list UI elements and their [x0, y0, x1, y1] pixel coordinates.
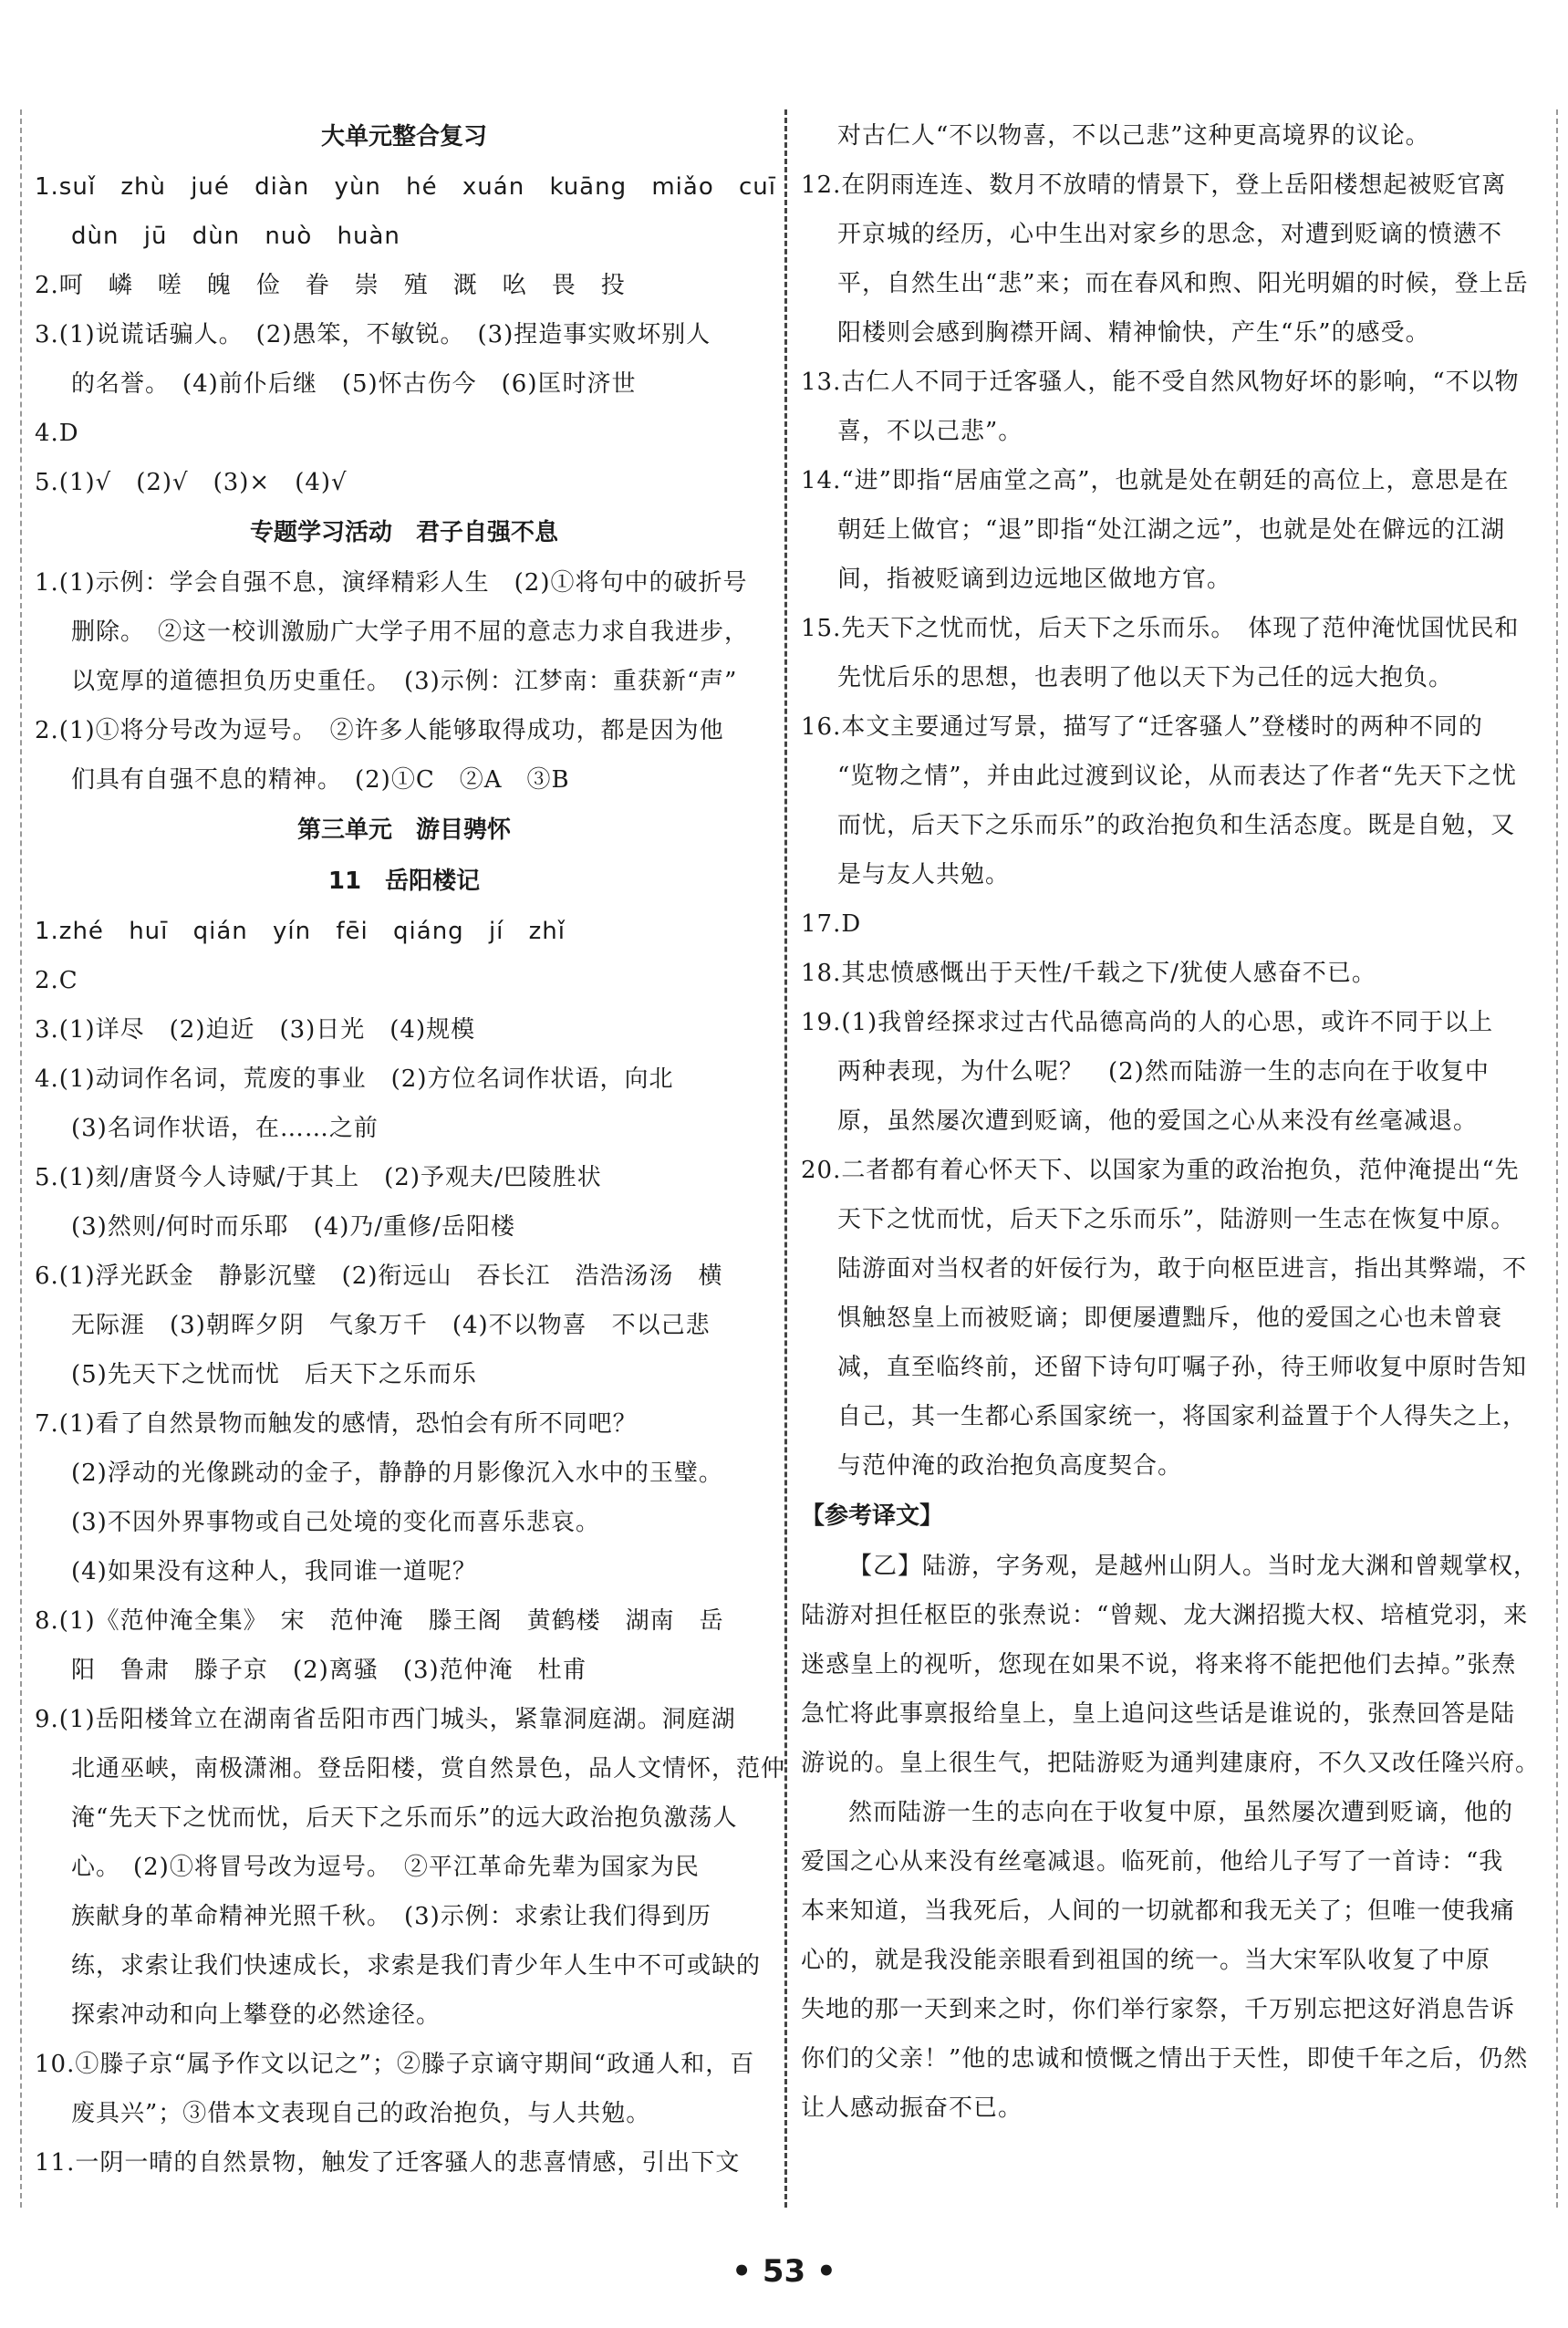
answer-line: 阳楼则会感到胸襟开阔、精神愉快，产生“乐”的感受。	[837, 319, 1430, 347]
answer-line: (3)不因外界事物或自己处境的变化而喜乐悲哀。	[71, 1509, 600, 1536]
answer-line: 失地的那一天到来之时，你们举行家祭，千万别忘把这好消息告诉	[801, 1996, 1516, 2023]
answer-line: 11.一阴一晴的自然景物，触发了迁客骚人的悲喜情感，引出下文	[35, 2149, 741, 2177]
answer-line: 自己，其一生都心系国家统一，将国家利益置于个人得失之上，	[837, 1403, 1528, 1430]
answer-line: 让人感动振奋不已。	[801, 2094, 1023, 2122]
left-edge-dashes	[20, 109, 22, 2208]
right-edge-dashes	[1556, 109, 1558, 2208]
answer-line: 减，直至临终前，还留下诗句叮嘱子孙，待王师收复中原时告知	[837, 1354, 1528, 1381]
answer-line: 朝廷上做官；“退”即指“处江湖之远”，也就是处在僻远的江湖	[837, 516, 1506, 544]
answer-line: 陆游对担任枢臣的张焘说：“曾觌、龙大渊招揽大权、培植党羽，来	[801, 1602, 1529, 1629]
answer-line: 14.“进”即指“居庙堂之高”，也就是处在朝廷的高位上，意思是在	[801, 467, 1510, 494]
answer-line: 10.①滕子京“属予作文以记之”；②滕子京谪守期间“政通人和，百	[35, 2051, 755, 2078]
answer-line: 族献身的革命精神光照千秋。 (3)示例：求索让我们得到历	[71, 1903, 711, 1930]
section-heading: 专题学习活动 君子自强不息	[249, 519, 558, 546]
answer-line: 8.(1)《范仲淹全集》 宋 范仲淹 滕王阁 黄鹤楼 湖南 岳	[35, 1607, 724, 1635]
answer-line: 2.C	[35, 967, 78, 994]
answer-line: 15.先天下之忧而忧，后天下之乐而乐。 体现了范仲淹忧国忧民和	[801, 615, 1520, 642]
answer-line: 急忙将此事禀报给皇上，皇上追问这些话是谁说的，张焘回答是陆	[801, 1700, 1516, 1728]
answer-line: 废具兴”；③借本文表现自己的政治抱负，与人共勉。	[71, 2100, 651, 2127]
reference-heading: 【参考译文】	[801, 1502, 944, 1530]
answer-line: 开京城的经历，心中生出对家乡的思念，对遭到贬谪的愤懑不	[837, 221, 1503, 248]
answer-line: 1.(1)示例：学会自强不息，演绎精彩人生 (2)①将句中的破折号	[35, 569, 748, 597]
answer-line: 3.(1)说谎话骗人。 (2)愚笨，不敏锐。 (3)捏造事实败坏别人	[35, 321, 711, 348]
answer-line: 心的，就是我没能亲眼看到祖国的统一。当大宋军队收复了中原	[801, 1947, 1491, 1974]
answer-line: dùn jū dùn nuò huàn	[71, 223, 400, 250]
answer-line: 原，虽然屡次遭到贬谪，他的爱国之心从来没有丝毫减退。	[837, 1107, 1479, 1135]
answer-line: 本来知道，当我死后，人间的一切就都和我无关了；但唯一使我痛	[801, 1897, 1516, 1925]
answer-line: 们具有自强不息的精神。 (2)①C ②A ③B	[71, 766, 570, 794]
answer-line: 游说的。皇上很生气，把陆游贬为通判建康府，不久又改任隆兴府。	[801, 1750, 1541, 1777]
answer-line: 对古仁人“不以物喜，不以己悲”这种更高境界的议论。	[837, 122, 1430, 150]
answer-line: 无际涯 (3)朝晖夕阴 气象万千 (4)不以物喜 不以己悲	[71, 1312, 711, 1339]
answer-line: 删除。 ②这一校训激励广大学子用不屈的意志力求自我进步，	[71, 618, 750, 646]
answer-line: 阳 鲁肃 滕子京 (2)离骚 (3)范仲淹 杜甫	[71, 1657, 587, 1684]
answer-line: 5.(1)刻/唐贤今人诗赋/于其上 (2)予观夫/巴陵胜状	[35, 1164, 602, 1191]
answer-line: 12.在阴雨连连、数月不放晴的情景下，登上岳阳楼想起被贬官离	[801, 171, 1507, 199]
answer-line: 1.zhé huī qián yín fēi qiáng jí zhǐ	[35, 918, 566, 945]
answer-line: (3)然则/何时而乐耶 (4)乃/重修/岳阳楼	[71, 1213, 515, 1241]
answer-line: 5.(1)√ (2)√ (3)× (4)√	[35, 469, 348, 496]
answer-line: (2)浮动的光像跳动的金子，静静的月影像沉入水中的玉璧。	[71, 1460, 723, 1487]
section-heading: 大单元整合复习	[320, 123, 487, 151]
answer-line: 19.(1)我曾经探求过古代品德高尚的人的心思，或许不同于以上	[801, 1009, 1494, 1036]
answer-line: 惧触怒皇上而被贬谪；即便屡遭黜斥，他的爱国之心也未曾衰	[837, 1304, 1503, 1332]
answer-line: 平，自然生出“悲”来；而在春风和煦、阳光明媚的时候，登上岳	[837, 270, 1529, 297]
answer-line: 2.(1)①将分号改为逗号。 ②许多人能够取得成功，都是因为他	[35, 717, 724, 744]
answer-line: 练，求索让我们快速成长，求索是我们青少年人生中不可或缺的	[71, 1952, 762, 1980]
answer-line: (4)如果没有这种人，我同谁一道呢？	[71, 1558, 477, 1585]
answer-line: 淹“先天下之忧而忧，后天下之乐而乐”的远大政治抱负激荡人	[71, 1804, 738, 1832]
answer-line: 探索冲动和向上攀登的必然途径。	[71, 2001, 441, 2029]
answer-line: 17.D	[801, 910, 862, 938]
answer-line: 而忧，后天下之乐而乐”的政治抱负和生活态度。既是自勉，又	[837, 812, 1516, 839]
answer-line: 1.suǐ zhù jué diàn yùn hé xuán kuāng miǎo cuī	[35, 173, 777, 201]
column-divider	[784, 109, 787, 2208]
answer-line: 爱国之心从来没有丝毫减退。临死前，他给儿子写了一首诗：“我	[801, 1848, 1504, 1876]
answer-line: 先忧后乐的思想，也表明了他以天下为己任的远大抱负。	[837, 664, 1454, 691]
answer-line: 迷惑皇上的视听，您现在如果不说，将来将不能把他们去掉。”张焘	[801, 1651, 1517, 1678]
answer-line: 间，指被贬谪到边远地区做地方官。	[837, 566, 1232, 593]
answer-line: 13.古仁人不同于迁客骚人，能不受自然风物好坏的影响，“不以物	[801, 369, 1520, 396]
right-column	[801, 111, 1540, 2133]
answer-line: 是与友人共勉。	[837, 861, 1011, 889]
left-column	[35, 111, 786, 2188]
answer-line: 16.本文主要通过写景，描写了“迁客骚人”登楼时的两种不同的	[801, 713, 1483, 741]
answer-line: 3.(1)详尽 (2)迫近 (3)日光 (4)规模	[35, 1016, 476, 1044]
answer-line: 20.二者都有着心怀天下、以国家为重的政治抱负，范仲淹提出“先	[801, 1157, 1520, 1184]
answer-line: 6.(1)浮光跃金 静影沉璧 (2)衔远山 吞长江 浩浩汤汤 横	[35, 1263, 723, 1290]
answer-line: 心。 (2)①将冒号改为逗号。 ②平江革命先辈为国家为民	[71, 1854, 700, 1881]
answer-line: 7.(1)看了自然景物而触发的感情，恐怕会有所不同吧？	[35, 1410, 638, 1438]
answer-line: 9.(1)岳阳楼耸立在湖南省岳阳市西门城头，紧靠洞庭湖。洞庭湖	[35, 1706, 736, 1733]
answer-line: 2.呵 嶙 嗟 魄 俭 眷 崇 殖 溉 吆 畏 投	[35, 272, 626, 299]
answer-line: 天下之忧而忧，后天下之乐而乐”，陆游则一生志在恢复中原。	[837, 1206, 1516, 1233]
answer-line: 的名誉。 (4)前仆后继 (5)怀古伤今 (6)匡时济世	[71, 370, 637, 398]
answer-line: 4.D	[35, 420, 79, 447]
answer-line: 你们的父亲！”他的忠诚和愤慨之情出于天性，即使千年之后，仍然	[801, 2045, 1529, 2073]
answer-line: 然而陆游一生的志向在于收复中原，虽然屡次遭到贬谪，他的	[848, 1799, 1514, 1826]
answer-line: “览物之情”，并由此过渡到议论，从而表达了作者“先天下之忧	[837, 763, 1517, 790]
answer-line: 北通巫峡，南极潇湘。登岳阳楼，赏自然景色，品人文情怀，范仲	[71, 1755, 786, 1782]
answer-line: (3)名词作状语，在……之前	[71, 1115, 379, 1142]
answer-line: 陆游面对当权者的奸佞行为，敢于向枢臣进言，指出其弊端，不	[837, 1255, 1528, 1283]
answer-line: 与范仲淹的政治抱负高度契合。	[837, 1452, 1183, 1480]
answer-line: 4.(1)动词作名词，荒废的事业 (2)方位名词作状语，向北	[35, 1065, 674, 1093]
section-heading: 第三单元 游目骋怀	[296, 816, 511, 844]
answer-line: (5)先天下之忧而忧 后天下之乐而乐	[71, 1361, 477, 1388]
answer-line: 喜，不以己悲”。	[837, 418, 1023, 445]
section-heading: 11 岳阳楼记	[327, 868, 481, 895]
page-number: • 53 •	[732, 2253, 836, 2290]
answer-line: 18.其忠愤感慨出于天性/千载之下/犹使人感奋不已。	[801, 960, 1376, 987]
answer-line: 以宽厚的道德担负历史重任。 (3)示例：江梦南：重获新“声”	[71, 668, 738, 695]
answer-line: 两种表现，为什么呢？ (2)然而陆游一生的志向在于收复中	[837, 1058, 1490, 1086]
answer-line: 【乙】陆游，字务观，是越州山阴人。当时龙大渊和曾觌掌权，	[848, 1553, 1539, 1580]
